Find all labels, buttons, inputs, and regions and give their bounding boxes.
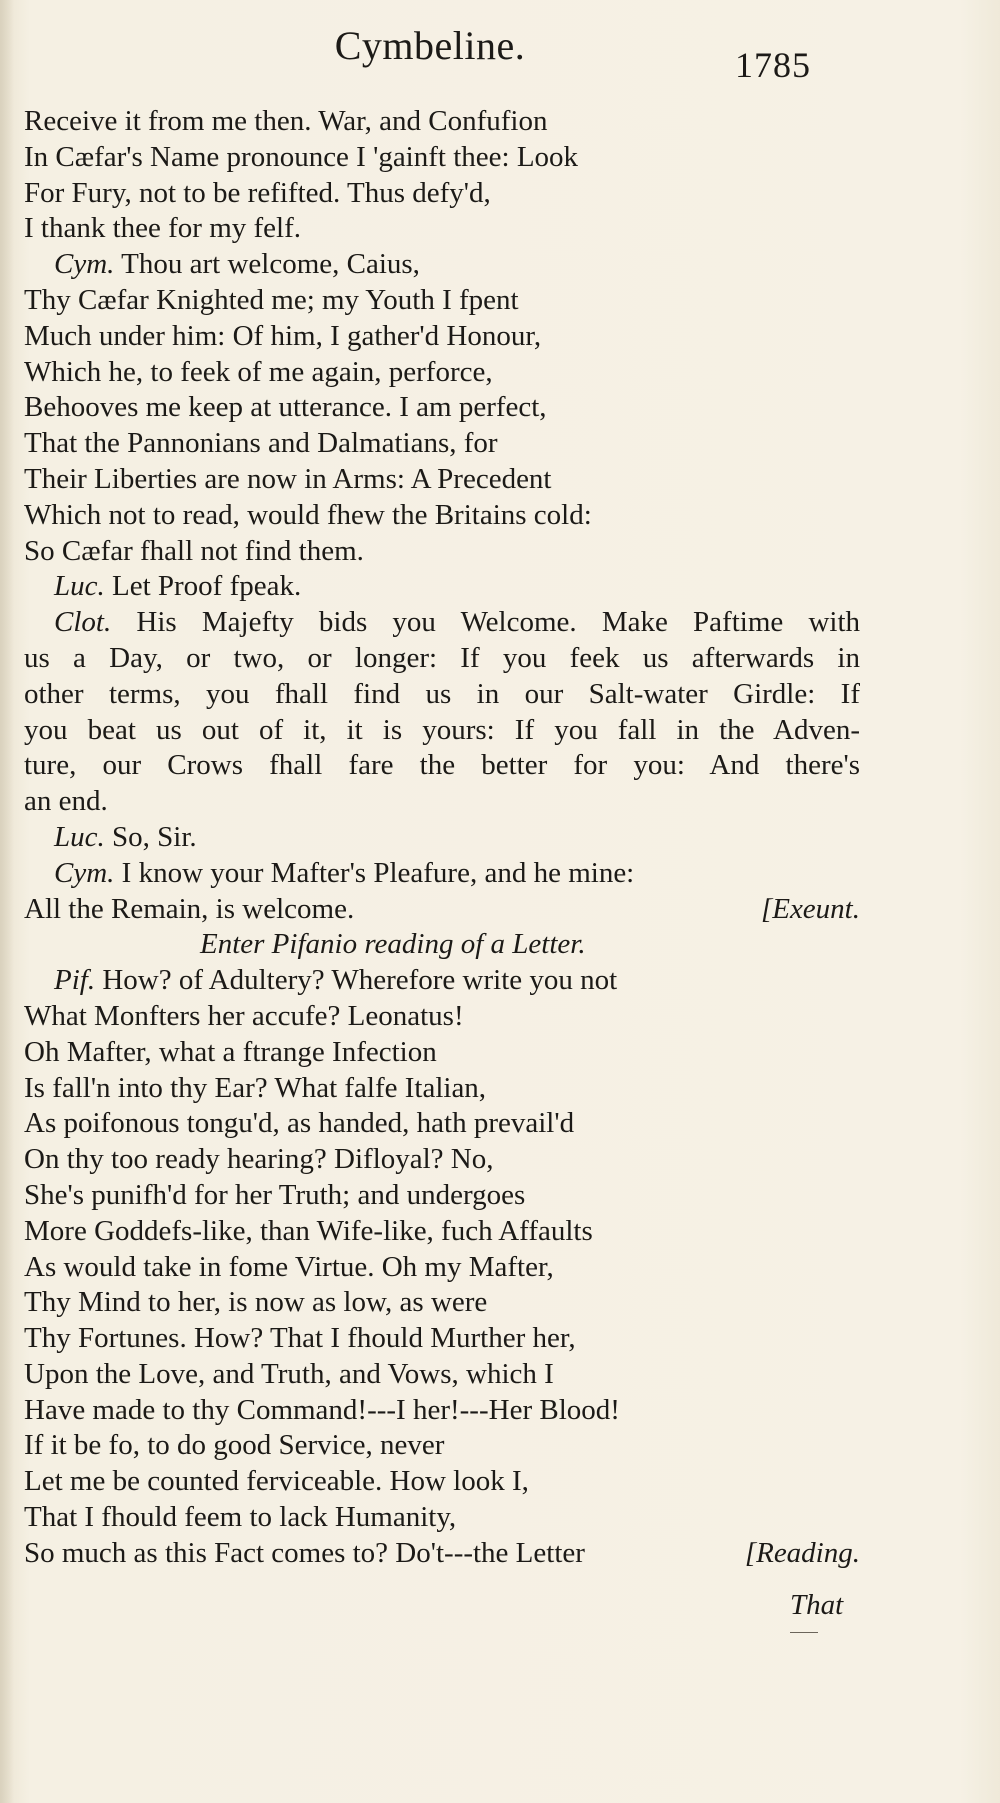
margin-stage-direction: [Exeunt. [760, 892, 860, 925]
text-line [20, 462, 860, 498]
text-line [20, 140, 860, 176]
line-text: Oh Mafter, what a ftrange Infection [24, 1035, 437, 1068]
text-line [20, 283, 860, 319]
line-text: other terms, you fhall find us in our Salt-water Girdle: If [24, 677, 860, 710]
line-text: Have made to thy Command!---I her!---Her Blood! [24, 1393, 620, 1426]
line-text: I thank thee for my felf. [24, 212, 302, 245]
line-text: Which he, to feek of me again, perforce, [24, 355, 493, 388]
line-text: Let Proof fpeak. [112, 570, 302, 603]
text-line [20, 1357, 860, 1393]
line-text: Is fall'n into thy Ear? What falfe Italian, [24, 1071, 487, 1104]
text-line [20, 1250, 860, 1286]
text-line [20, 784, 860, 820]
line-text: So much as this Fact comes to? Do't---the Letter [24, 1536, 585, 1569]
text-line [20, 1035, 860, 1071]
line-text: Let me be counted ferviceable. How look I, [24, 1465, 529, 1498]
line-text: you beat us out of it, it is yours: If you fall in the Adven- [24, 713, 860, 746]
speaker-label: Clot. [54, 606, 112, 639]
text-line [20, 963, 860, 999]
text-line [20, 319, 860, 355]
text-line [20, 176, 860, 212]
speaker-label: Cym. [54, 856, 115, 889]
text-line [20, 426, 860, 462]
page-number: 1785 [735, 45, 811, 85]
text-line [20, 677, 860, 713]
stage-direction [20, 927, 860, 963]
text-line [20, 856, 860, 892]
line-text: Upon the Love, and Truth, and Vows, which I [24, 1357, 554, 1390]
text-line [20, 1500, 860, 1536]
text-line [20, 1214, 860, 1250]
line-text: So Cæfar fhall not find them. [24, 534, 364, 567]
text-line [20, 498, 860, 534]
line-text: Behooves me keep at utterance. I am perfect, [24, 391, 547, 424]
line-text: us a Day, or two, or longer: If you feek us afterwards in [24, 641, 860, 674]
line-text: On thy too ready hearing? Difloyal? No, [24, 1143, 494, 1176]
line-text: If it be fo, to do good Service, never [24, 1429, 445, 1462]
speaker-label: Luc. [54, 820, 105, 853]
speaker-label: Luc. [54, 570, 105, 603]
text-line [20, 211, 860, 247]
line-text: How? of Adultery? Wherefore write you not [102, 964, 618, 997]
line-text: an end. [24, 785, 108, 818]
margin-stage-direction: [Reading. [744, 1536, 860, 1569]
text-line [20, 999, 860, 1035]
line-text: What Monfters her accufe? Leonatus! [24, 999, 464, 1032]
text-line [20, 247, 860, 283]
catchword: That [790, 1589, 844, 1621]
text-line [20, 1321, 860, 1357]
text-line [20, 605, 860, 641]
play-text [20, 104, 860, 1572]
text-line [20, 390, 860, 426]
line-text: Thou art welcome, Caius, [121, 248, 420, 281]
text-line [20, 1071, 860, 1107]
line-text: Much under him: Of him, I gather'd Honour, [24, 319, 542, 352]
text-line [20, 892, 860, 928]
line-text: Thy Mind to her, is now as low, as were [24, 1286, 488, 1319]
text-line [20, 1428, 860, 1464]
text-line [20, 1285, 860, 1321]
page-gutter-shadow [0, 0, 14, 1803]
text-line [20, 569, 860, 605]
catchword-rule [790, 1632, 818, 1633]
text-line [20, 104, 860, 140]
line-text: As would take in fome Virtue. Oh my Mafter, [24, 1250, 554, 1283]
line-text: ture, our Crows fhall fare the better for you: And there's [24, 749, 860, 782]
line-text: So, Sir. [112, 820, 197, 853]
line-text: That the Pannonians and Dalmatians, for [24, 427, 498, 460]
text-line [20, 820, 860, 856]
line-text: Which not to read, would fhew the Britains cold: [24, 498, 592, 531]
text-line [20, 748, 860, 784]
line-text: She's punifh'd for her Truth; and undergoes [24, 1178, 526, 1211]
line-text: I know your Mafter's Pleafure, and he mine: [121, 856, 635, 889]
line-text: Thy Cæfar Knighted me; my Youth I fpent [24, 283, 519, 316]
stage-direction-text: Enter Pifanio reading of a Letter. [200, 928, 586, 961]
line-text: All the Remain, is welcome. [24, 892, 355, 925]
line-text: For Fury, not to be refifted. Thus defy'd, [24, 176, 491, 209]
line-text: Thy Fortunes. How? That I fhould Murther her, [24, 1322, 576, 1355]
speaker-label: Cym. [54, 248, 115, 281]
line-text: In Cæfar's Name pronounce I 'gainft thee: Look [24, 140, 579, 173]
line-text: More Goddefs-like, than Wife-like, fuch Affaults [24, 1214, 593, 1247]
speaker-label: Pif. [54, 964, 96, 997]
text-line [20, 1106, 860, 1142]
line-text: That I fhould feem to lack Humanity, [24, 1501, 457, 1534]
line-text: As poifonous tongu'd, as handed, hath prevail'd [24, 1107, 575, 1140]
text-line [20, 713, 860, 749]
line-text: Receive it from me then. War, and Confufion [24, 105, 548, 137]
text-line [20, 1464, 860, 1500]
text-line [20, 641, 860, 677]
text-line [20, 1536, 860, 1572]
text-line [20, 1178, 860, 1214]
line-text: Their Liberties are now in Arms: A Precedent [24, 462, 552, 495]
text-line [20, 534, 860, 570]
text-line [20, 1393, 860, 1429]
text-line [20, 355, 860, 391]
text-line [20, 1142, 860, 1178]
running-head-title: Cymbeline. [334, 23, 526, 68]
line-text: His Majefty bids you Welcome. Make Paftime with [136, 606, 860, 639]
